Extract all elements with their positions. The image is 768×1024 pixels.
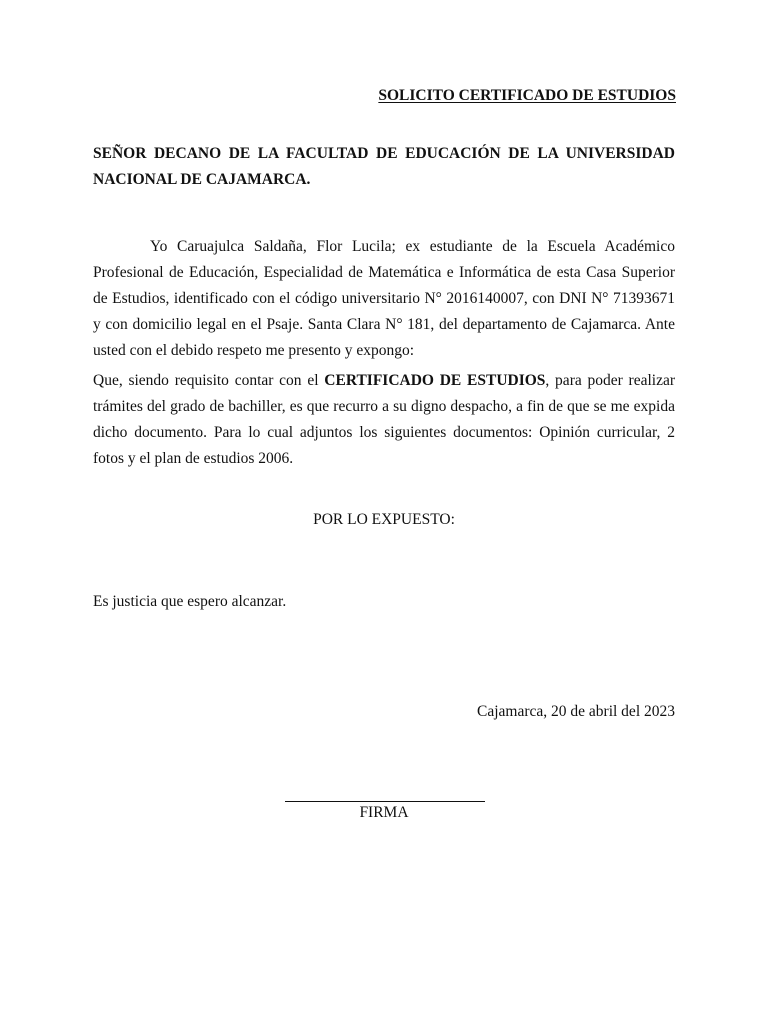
signature-line bbox=[285, 801, 485, 802]
body-paragraph-2 bbox=[93, 368, 675, 472]
paragraph-2-bold-text: CERTIFICADO DE ESTUDIOS bbox=[324, 372, 546, 389]
document-subject: SOLICITO CERTIFICADO DE ESTUDIOS bbox=[378, 87, 676, 104]
paragraph-2-text-before: Que, siendo requisito contar con el bbox=[93, 372, 325, 389]
paragraph-2-text-after: , para poder realizar trámites del grado de bachiller, es que recurro a su digno despacho, a fin de que se me expida dicho documento. Para lo cual adjuntos los siguientes documentos: Opinión curricular, 2 fotos y el plan de estudios 2006. bbox=[93, 372, 675, 467]
place-and-date: Cajamarca, 20 de abril del 2023 bbox=[477, 703, 675, 720]
closing-line: Es justicia que espero alcanzar. bbox=[93, 593, 287, 610]
signature-label: FIRMA bbox=[359, 804, 409, 821]
body-paragraph-1: Yo Caruajulca Saldaña, Flor Lucila; ex estudiante de la Escuela Académico Profesional de Educación, Especialidad de Matemática e Informática de esta Casa Superior de Estudios, identificado con el código universitario N° 2016140007, con DNI N° 71393671 y con domicilio legal en el Psaje. Santa Clara N° 181, del departamento de Cajamarca. Ante usted con el debido respeto me presento y expongo: bbox=[93, 238, 675, 359]
por-lo-expuesto: POR LO EXPUESTO: bbox=[313, 511, 455, 528]
document-addressee: SEÑOR DECANO DE LA FACULTAD DE EDUCACIÓN DE LA UNIVERSIDAD NACIONAL DE CAJAMARCA. bbox=[93, 145, 675, 188]
